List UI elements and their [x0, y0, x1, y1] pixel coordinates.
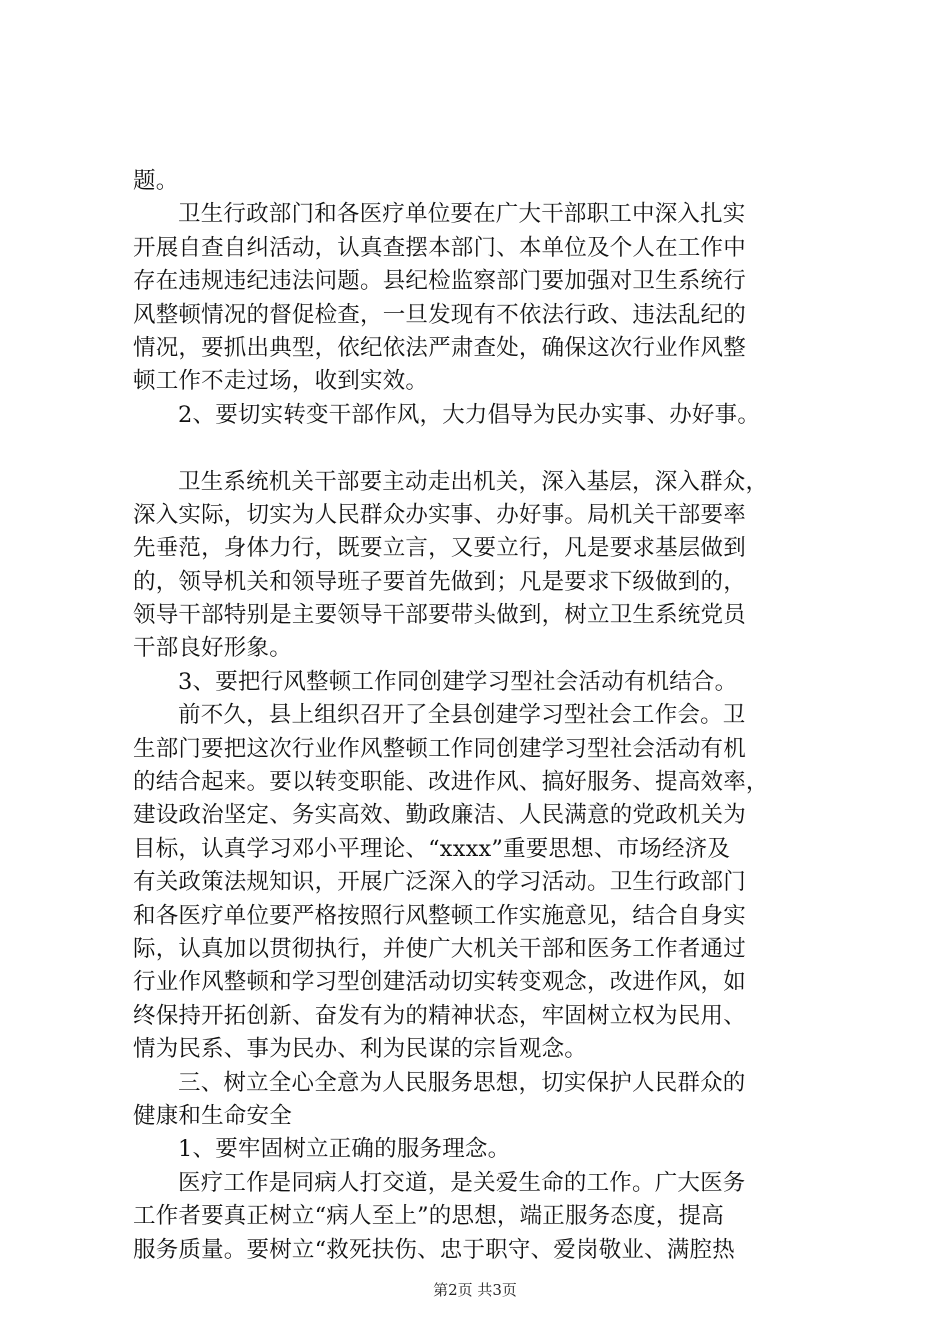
text-line: 情为民系、事为民办、利为民谋的宗旨观念。: [133, 1036, 588, 1063]
text-line: 医疗工作是同病人打交道，是关爱生命的工作。广大医务: [178, 1169, 746, 1196]
page-number-label: 第2页 共3页: [433, 1281, 517, 1299]
page-footer: [0, 1280, 950, 1300]
text-line: 前不久，县上组织召开了全县创建学习型社会工作会。卫: [178, 702, 746, 729]
text-line: 题。: [133, 168, 179, 194]
text-line: 开展自查自纠活动，认真查摆本部门、本单位及个人在工作中: [133, 234, 746, 261]
text-line: 终保持开拓创新、奋发有为的精神状态，牢固树立权为民用、: [133, 1002, 746, 1029]
text-line: 目标，认真学习邓小平理论、“xxxx”重要思想、市场经济及: [133, 835, 731, 862]
text-line: 卫生行政部门和各医疗单位要在广大干部职工中深入扎实: [178, 201, 746, 228]
text-line: 生部门要把这次行业作风整顿工作同创建学习型社会活动有机: [133, 735, 746, 762]
text-line: 干部良好形象。: [133, 635, 292, 662]
text-line: 3、要把行风整顿工作同创建学习型社会活动有机结合。: [178, 668, 738, 695]
text-line: 领导干部特别是主要领导干部要带头做到，树立卫生系统党员: [133, 602, 746, 629]
text-line: 的结合起来。要以转变职能、改进作风、搞好服务、提高效率，: [133, 769, 769, 796]
text-line: 三、树立全心全意为人民服务思想，切实保护人民群众的: [178, 1069, 746, 1096]
text-line: 先垂范，身体力行，既要立言，又要立行，凡是要求基层做到: [133, 535, 746, 562]
text-line: 和各医疗单位要严格按照行风整顿工作实施意见，结合自身实: [133, 902, 746, 929]
text-line: 顿工作不走过场，收到实效。: [133, 368, 429, 395]
text-line: 深入实际，切实为人民群众办实事、办好事。局机关干部要率: [133, 501, 746, 528]
text-line: 际，认真加以贯彻执行，并使广大机关干部和医务工作者通过: [133, 935, 746, 962]
text-line: 的，领导机关和领导班子要首先做到；凡是要求下级做到的，: [133, 568, 746, 595]
text-line: 服务质量。要树立“救死扶伤、忠于职守、爱岗敬业、满腔热: [133, 1236, 735, 1263]
document-body: [133, 165, 833, 1267]
paragraph-gap: [133, 432, 833, 465]
text-line: 行业作风整顿和学习型创建活动切实转变观念，改进作风，如: [133, 969, 746, 996]
text-line: 1、要牢固树立正确的服务理念。: [178, 1136, 511, 1163]
text-line: 有关政策法规知识，开展广泛深入的学习活动。卫生行政部门: [133, 869, 746, 896]
text-line: 2、要切实转变干部作风，大力倡导为民办实事、办好事。: [178, 401, 761, 428]
text-line: 风整顿情况的督促检查，一旦发现有不依法行政、违法乱纪的: [133, 301, 746, 328]
text-line: 建设政治坚定、务实高效、勤政廉洁、人民满意的党政机关为: [133, 802, 746, 829]
text-line: 健康和生命安全: [133, 1102, 292, 1129]
text-line: 卫生系统机关干部要主动走出机关，深入基层，深入群众，: [178, 468, 769, 495]
text-line: 工作者要真正树立“病人至上”的思想，端正服务态度，提高: [133, 1203, 724, 1230]
text-line: 情况，要抓出典型，依纪依法严肃查处，确保这次行业作风整: [133, 334, 746, 361]
text-line: 存在违规违纪违法问题。县纪检监察部门要加强对卫生系统行: [133, 268, 746, 295]
